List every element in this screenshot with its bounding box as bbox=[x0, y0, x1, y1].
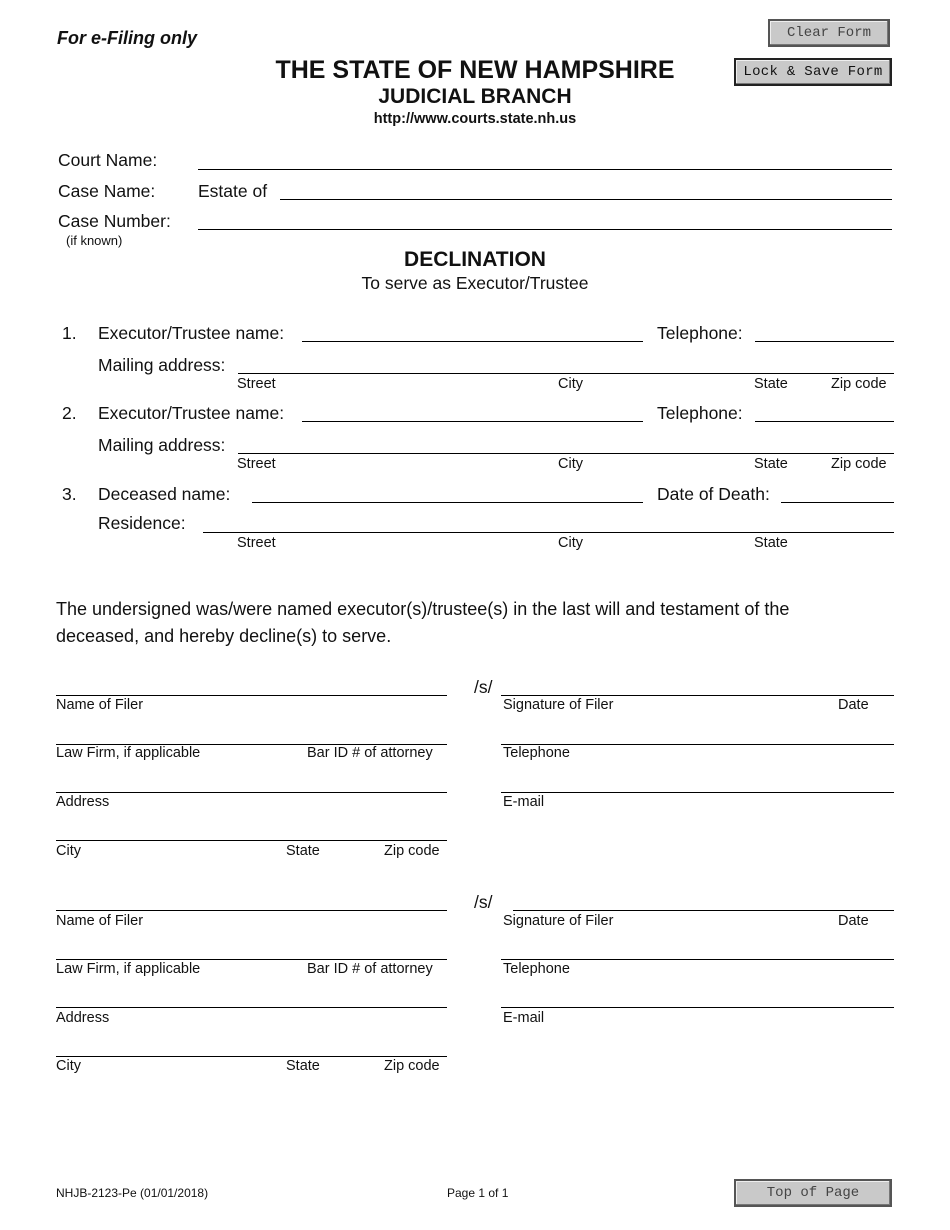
case-name-label: Case Name: bbox=[58, 181, 156, 201]
mailing-address-label-2: Mailing address: bbox=[98, 435, 226, 455]
street-caption-3: Street bbox=[237, 535, 276, 551]
telephone-caption-filer-2: Telephone bbox=[503, 961, 570, 977]
address-caption-2: Address bbox=[56, 1010, 110, 1026]
date-of-death-label: Date of Death: bbox=[657, 484, 770, 504]
city-caption-filer-2: City bbox=[56, 1058, 81, 1074]
city-caption-3: City bbox=[558, 535, 583, 551]
entry-number-2: 2. bbox=[62, 403, 77, 423]
court-name-field[interactable] bbox=[198, 169, 892, 170]
signature-mark-1: /s/ bbox=[474, 677, 493, 697]
zip-caption-2: Zip code bbox=[831, 456, 887, 472]
deceased-name-field[interactable] bbox=[252, 502, 643, 503]
email-caption-1: E-mail bbox=[503, 794, 545, 810]
name-of-filer-caption-1: Name of Filer bbox=[56, 697, 144, 713]
date-caption-2: Date bbox=[838, 913, 869, 929]
date-of-death-field[interactable] bbox=[781, 502, 894, 503]
telephone-caption-filer-1: Telephone bbox=[503, 745, 570, 761]
page-number: Page 1 of 1 bbox=[447, 1186, 509, 1200]
estate-of-label: Estate of bbox=[198, 181, 268, 201]
address-field-1[interactable] bbox=[56, 792, 447, 793]
deceased-name-label: Deceased name: bbox=[98, 484, 231, 504]
form-subtitle: To serve as Executor/Trustee bbox=[361, 273, 589, 293]
mailing-address-field-2[interactable] bbox=[238, 453, 894, 454]
telephone-label-1: Telephone: bbox=[657, 323, 743, 343]
top-of-page-button[interactable]: Top of Page bbox=[734, 1179, 892, 1207]
email-caption-2: E-mail bbox=[503, 1010, 545, 1026]
telephone-field-1[interactable] bbox=[755, 341, 894, 342]
bar-id-caption-2: Bar ID # of attorney bbox=[307, 961, 433, 977]
court-url: http://www.courts.state.nh.us bbox=[373, 111, 577, 127]
page-title: THE STATE OF NEW HAMPSHIRE bbox=[275, 56, 675, 84]
address-caption-1: Address bbox=[56, 794, 110, 810]
city-field-1[interactable] bbox=[56, 840, 447, 841]
telephone-label-2: Telephone: bbox=[657, 403, 743, 423]
street-caption-1: Street bbox=[237, 376, 276, 392]
email-field-1[interactable] bbox=[501, 792, 894, 793]
entry-number-1: 1. bbox=[62, 323, 77, 343]
signature-mark-2: /s/ bbox=[474, 892, 493, 912]
zip-caption-filer-2: Zip code bbox=[384, 1058, 440, 1074]
case-number-field[interactable] bbox=[198, 229, 892, 230]
case-name-field[interactable] bbox=[280, 199, 892, 200]
mailing-address-field-1[interactable] bbox=[238, 373, 894, 374]
law-firm-caption-2: Law Firm, if applicable bbox=[56, 961, 201, 977]
law-firm-caption-1: Law Firm, if applicable bbox=[56, 745, 201, 761]
filer-name-field-1[interactable] bbox=[56, 695, 447, 696]
email-field-2[interactable] bbox=[501, 1007, 894, 1008]
residence-field[interactable] bbox=[203, 532, 894, 533]
city-field-2[interactable] bbox=[56, 1056, 447, 1057]
court-name-label: Court Name: bbox=[58, 150, 158, 170]
signature-of-filer-caption-1: Signature of Filer bbox=[503, 697, 614, 713]
street-caption-2: Street bbox=[237, 456, 276, 472]
if-known-note: (if known) bbox=[66, 233, 123, 248]
date-caption-1: Date bbox=[838, 697, 869, 713]
city-caption-2: City bbox=[558, 456, 583, 472]
city-caption-filer-1: City bbox=[56, 843, 81, 859]
bar-id-caption-1: Bar ID # of attorney bbox=[307, 745, 433, 761]
clear-form-button[interactable]: Clear Form bbox=[768, 19, 890, 47]
lock-save-form-button[interactable]: Lock & Save Form bbox=[734, 58, 892, 86]
executor-name-label-2: Executor/Trustee name: bbox=[98, 403, 285, 423]
signature-of-filer-caption-2: Signature of Filer bbox=[503, 913, 614, 929]
executor-name-label-1: Executor/Trustee name: bbox=[98, 323, 285, 343]
residence-label: Residence: bbox=[98, 513, 186, 533]
signature-field-1[interactable] bbox=[501, 695, 894, 696]
state-caption-filer-2: State bbox=[286, 1058, 320, 1074]
case-number-label: Case Number: bbox=[58, 211, 171, 231]
telephone-field-2[interactable] bbox=[755, 421, 894, 422]
state-caption-filer-1: State bbox=[286, 843, 320, 859]
telephone-field-filer-2[interactable] bbox=[501, 959, 894, 960]
entry-number-3: 3. bbox=[62, 484, 77, 504]
statement-line-2: deceased, and hereby decline(s) to serve. bbox=[56, 626, 392, 646]
form-id: NHJB-2123-Pe (01/01/2018) bbox=[56, 1186, 209, 1200]
state-caption-1: State bbox=[754, 376, 788, 392]
city-caption-1: City bbox=[558, 376, 583, 392]
efiling-note: For e-Filing only bbox=[57, 28, 197, 48]
statement-line-1: The undersigned was/were named executor(s)/trustee(s) in the last will and testament of the bbox=[56, 599, 790, 619]
executor-name-field-1[interactable] bbox=[302, 341, 643, 342]
signature-field-2[interactable] bbox=[513, 910, 894, 911]
state-caption-2: State bbox=[754, 456, 788, 472]
page-subtitle: JUDICIAL BRANCH bbox=[378, 85, 572, 108]
law-firm-field-2[interactable] bbox=[56, 959, 447, 960]
name-of-filer-caption-2: Name of Filer bbox=[56, 913, 144, 929]
executor-name-field-2[interactable] bbox=[302, 421, 643, 422]
address-field-2[interactable] bbox=[56, 1007, 447, 1008]
form-title: DECLINATION bbox=[404, 248, 546, 271]
zip-caption-filer-1: Zip code bbox=[384, 843, 440, 859]
zip-caption-1: Zip code bbox=[831, 376, 887, 392]
state-caption-3: State bbox=[754, 535, 788, 551]
mailing-address-label-1: Mailing address: bbox=[98, 355, 226, 375]
filer-name-field-2[interactable] bbox=[56, 910, 447, 911]
